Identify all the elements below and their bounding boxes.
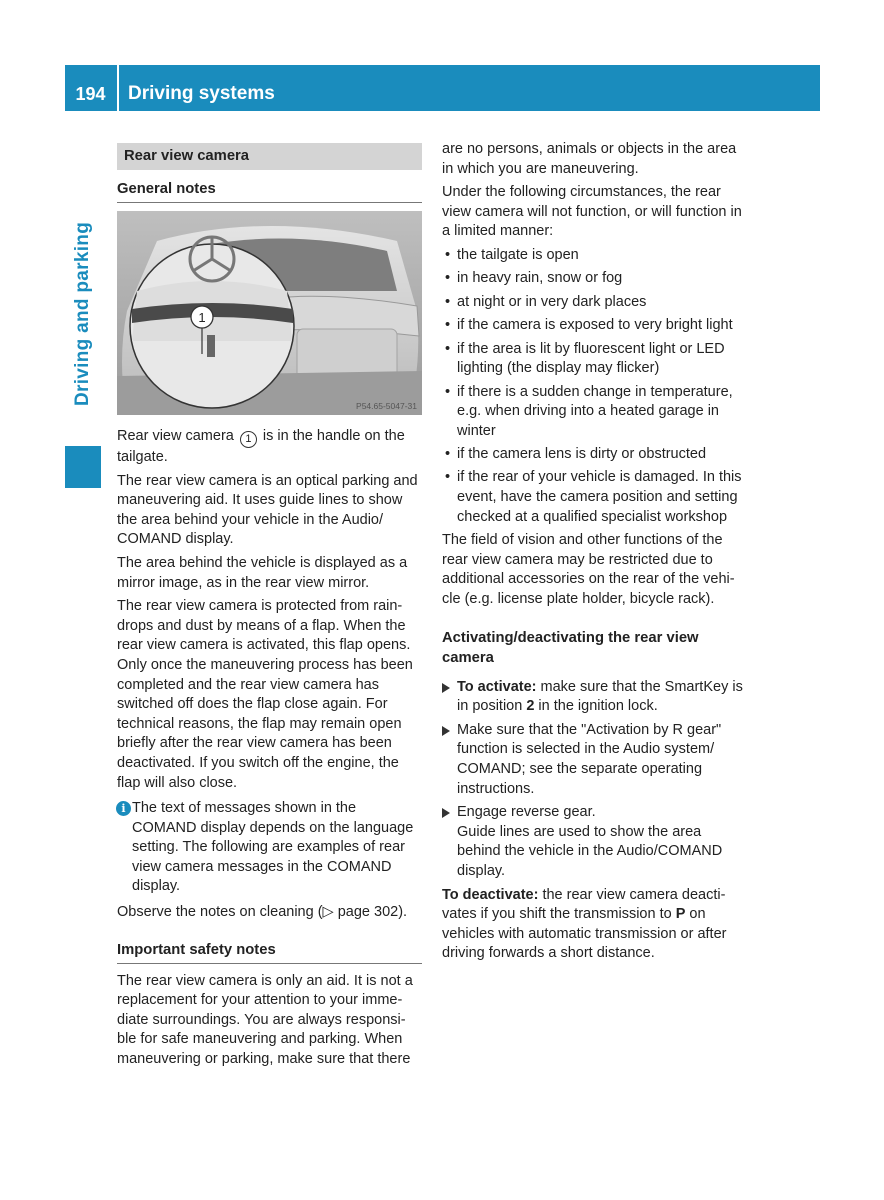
step-arrow-icon — [442, 726, 450, 736]
rear-camera-illustration — [117, 211, 422, 415]
side-tab-marker — [65, 446, 101, 488]
right-column — [442, 140, 748, 968]
left-column — [117, 140, 422, 1074]
list-item: • the tailgate is open — [445, 246, 579, 263]
header-divider — [117, 65, 119, 111]
figure-callout-1: 1 — [198, 310, 206, 325]
paragraph: Under the following circumstances, the rear view camera will not function, or will function in a limited manner: — [442, 184, 742, 240]
paragraph: Observe the notes on cleaning (▷ page 302). — [117, 904, 408, 921]
paragraph: The rear view camera is an optical parking and maneuvering aid. It uses guide lines to show the area behind your vehicle in the Audio/ COMAND display. — [117, 472, 418, 548]
step-activate: To activate: make sure that the SmartKey is in position 2 in the ignition lock. — [442, 678, 748, 717]
side-tab-label: Driving and parking — [72, 221, 93, 407]
paragraph: are no persons, animals or objects in the area in which you are maneuvering. — [442, 141, 737, 177]
info-note-text: The text of messages shown in the COMAND display depends on the language setting. The following are examples of rear view camera messages in the COMAND display. — [132, 800, 414, 895]
general-notes-heading: General notes — [117, 180, 422, 203]
step-function: Make sure that the "Activation by R gear" function is selected in the Audio system/ COMAND; see the separate operating instructions. — [442, 721, 748, 799]
list-item: • if the camera lens is dirty or obstructed — [445, 446, 707, 463]
paragraph: The field of vision and other functions of the rear view camera may be restricted due to additional accessories on the rear of the vehi-cle (e.g. license plate holder, bicycle rack). — [442, 532, 735, 608]
section-title: Rear view camera — [117, 143, 422, 170]
chapter-title: Driving systems — [128, 83, 275, 104]
conditions-list — [442, 246, 748, 527]
activation-steps — [442, 678, 748, 882]
paragraph: Rear view camera 1 is in the handle on the tailgate. — [117, 428, 405, 465]
info-icon: i — [116, 801, 131, 816]
paragraph: The rear view camera is only an aid. It is not a replacement for your attention to your imme-diate surroundings. You are always responsi-ble for safe maneuvering and parking. When maneuvering or parking, make sure that there — [117, 972, 413, 1068]
step-reverse-gear: Engage reverse gear. Guide lines are used to show the area behind the vehicle in the Audio/COMAND display. — [442, 803, 748, 881]
car-rear-image — [117, 211, 422, 415]
side-tab — [65, 190, 101, 488]
page-header — [65, 65, 820, 111]
safety-notes-heading: Important safety notes — [117, 941, 422, 964]
page-number: 194 — [75, 84, 106, 104]
paragraph-deactivate: To deactivate: the rear view camera deacti-vates if you shift the transmission to P on vehicles with automatic transmission or after driving forwards a short distance. — [442, 886, 727, 962]
list-item: • if the camera is exposed to very bright light — [445, 317, 733, 334]
callout-1: 1 — [240, 431, 257, 448]
step-arrow-icon — [442, 808, 450, 818]
figure-code: P54.65-5047-31 — [356, 401, 417, 411]
paragraph: The rear view camera is protected from rain-drops and dust by means of a flap. When the rear view camera is activated, this flap opens. Only once the maneuvering process has been completed and the rear view camera has switched off does the flap close again. For technical reasons, the flap may remain open briefly after the rear view camera has been deactivated. If you switch off the engine, the flap will also close. — [117, 598, 413, 791]
list-item: • in heavy rain, snow or fog — [445, 270, 623, 287]
list-item: • at night or in very dark places — [445, 293, 647, 310]
list-item: • if the area is lit by fluorescent light or LED lighting (the display may flicker) — [445, 340, 725, 377]
paragraph: The area behind the vehicle is displayed as a mirror image, as in the rear view mirror. — [117, 554, 408, 591]
info-note — [117, 799, 422, 897]
list-item: • if there is a sudden change in temperature, e.g. when driving into a heated garage in winter — [445, 383, 733, 439]
step-arrow-icon — [442, 683, 450, 693]
list-item: • if the rear of your vehicle is damaged. In this event, have the camera position and setting checked at a qualified specialist workshop — [445, 469, 742, 525]
activate-heading: Activating/deactivating the rear view camera — [442, 629, 699, 666]
